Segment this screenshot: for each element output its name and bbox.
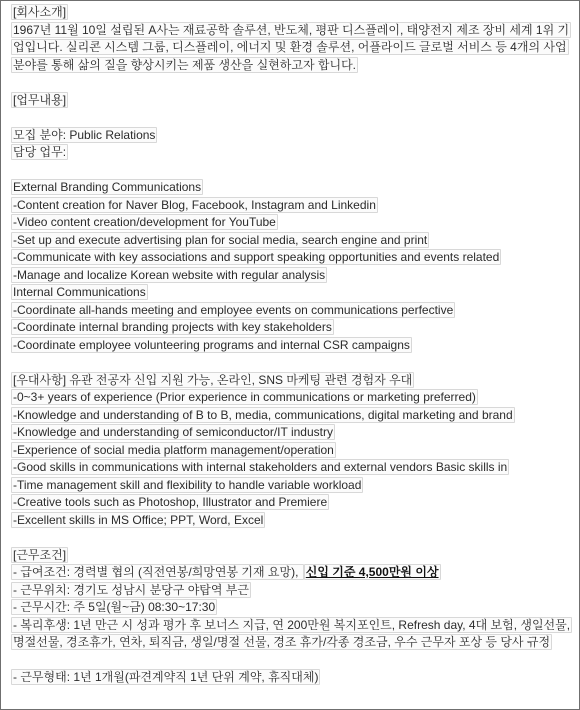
list-item — [11, 477, 573, 495]
list-item — [11, 214, 573, 232]
company-intro-paragraph — [11, 22, 573, 75]
list-item — [11, 179, 573, 197]
list-item — [11, 249, 573, 267]
assigned-duty: 담당 업무: — [13, 145, 67, 159]
work-location: - 근무위치: 경기도 성남시 분당구 야탑역 부근 — [13, 582, 249, 597]
list-item — [11, 267, 573, 285]
list-item-text: -Knowledge and understanding of B to B, media, communications, digital marketing and brand — [13, 407, 513, 422]
list-item-text: -Experience of social media platform management/operation — [13, 442, 334, 457]
assigned-duty-line — [11, 144, 573, 162]
recruit-field-line — [11, 127, 573, 145]
salary-emphasis: 신입 기준 4,500만원 이상 — [305, 565, 439, 579]
preferred-heading-line — [11, 372, 573, 390]
location-line — [11, 582, 573, 600]
list-item — [11, 302, 573, 320]
job-posting-content — [11, 4, 573, 687]
list-item — [11, 319, 573, 337]
list-item-text: -Content creation for Naver Blog, Facebook, Instagram and Linkedin — [13, 197, 376, 212]
duties-heading: [업무내용] — [13, 92, 67, 107]
list-item — [11, 512, 573, 530]
work-hours: - 근무시간: 주 5일(월~금) 08:30~17:30 — [13, 600, 216, 614]
list-item-text: -Manage and localize Korean website with regular analysis — [13, 267, 326, 282]
list-item — [11, 494, 573, 512]
welfare-paragraph — [11, 617, 573, 652]
welfare-benefits: - 복리후생: 1년 만근 시 성과 평가 후 보너스 지급, 연 200만원 복지포인트, Refresh day, 4대 보험, 생일선물, 명절선물, 경조휴가, 연차, 퇴직금, 생일/명절 선물, 경조 휴가/각종 경조금, 우수 근무자 포상 등 당사 규정 — [13, 617, 571, 649]
list-item-text: -0~3+ years of experience (Prior experience in communications or marketing preferred) — [13, 390, 476, 404]
list-item-text: External Branding Communications — [13, 180, 202, 194]
list-item — [11, 442, 573, 460]
list-item-text: -Coordinate internal branding projects with key stakeholders — [13, 320, 332, 334]
list-item-text: -Coordinate all-hands meeting and employee events on communications perfective — [13, 302, 454, 317]
list-item — [11, 389, 573, 407]
list-item — [11, 407, 573, 425]
recruit-field: 모집 분야: Public Relations — [13, 127, 156, 142]
list-item-text: -Excellent skills in MS Office; PPT, Word, Excel — [13, 512, 264, 527]
list-item — [11, 197, 573, 215]
list-item — [11, 284, 573, 302]
preferred-heading: [우대사항] 유관 전공자 신입 지원 가능, 온라인, SNS 마케팅 관련 경험자 우대 — [13, 372, 413, 387]
conditions-heading: [근무조건] — [13, 547, 67, 562]
list-item-text: -Time management skill and flexibility to handle variable workload — [13, 477, 362, 492]
duties-heading-line — [11, 92, 573, 110]
list-item — [11, 337, 573, 355]
salary-condition: - 급여조건: 경력별 협의 (직전연봉/희망연봉 기재 요망), — [13, 565, 302, 579]
list-item-text: -Creative tools such as Photoshop, Illustrator and Premiere — [13, 495, 328, 509]
hours-line — [11, 599, 573, 617]
list-item-text: -Set up and execute advertising plan for social media, search engine and print — [13, 232, 428, 247]
duties-list — [11, 179, 573, 354]
company-intro: 1967년 11월 10일 설립된 A사는 재료공학 솔루션, 반도체, 평판 디스플레이, 태양전지 제조 장비 세계 1위 기업입니다. 실리콘 시스템 그룹, 디스플레이, 에너지 및 환경 솔루션, 어플라이드 글로벌 서비스 등 4개의 사업 분야를 통해 삶의 질을 향상시키는 제품 생산을 실현하고자 합니다. — [13, 22, 570, 72]
list-item — [11, 232, 573, 250]
list-item-text: -Video content creation/development for YouTube — [13, 215, 276, 229]
salary-line — [11, 564, 573, 582]
list-item-text: -Knowledge and understanding of semiconductor/IT industry — [13, 425, 333, 439]
list-item-text: -Coordinate employee volunteering programs and internal CSR campaigns — [13, 337, 410, 352]
list-item-text: Internal Communications — [13, 285, 146, 299]
company-heading: [회사소개] — [13, 5, 67, 19]
list-item-text: -Good skills in communications with internal stakeholders and external vendors Basic skills in — [13, 460, 508, 474]
list-item-text: -Communicate with key associations and support speaking opportunities and events related — [13, 250, 500, 264]
conditions-heading-line — [11, 547, 573, 565]
list-item — [11, 424, 573, 442]
list-item — [11, 459, 573, 477]
preferred-list — [11, 389, 573, 529]
company-heading-line — [11, 4, 573, 22]
employment-type: - 근무형태: 1년 1개월(파견계약직 1년 단위 계약, 휴직대체) — [13, 670, 319, 684]
employment-type-line — [11, 669, 573, 687]
